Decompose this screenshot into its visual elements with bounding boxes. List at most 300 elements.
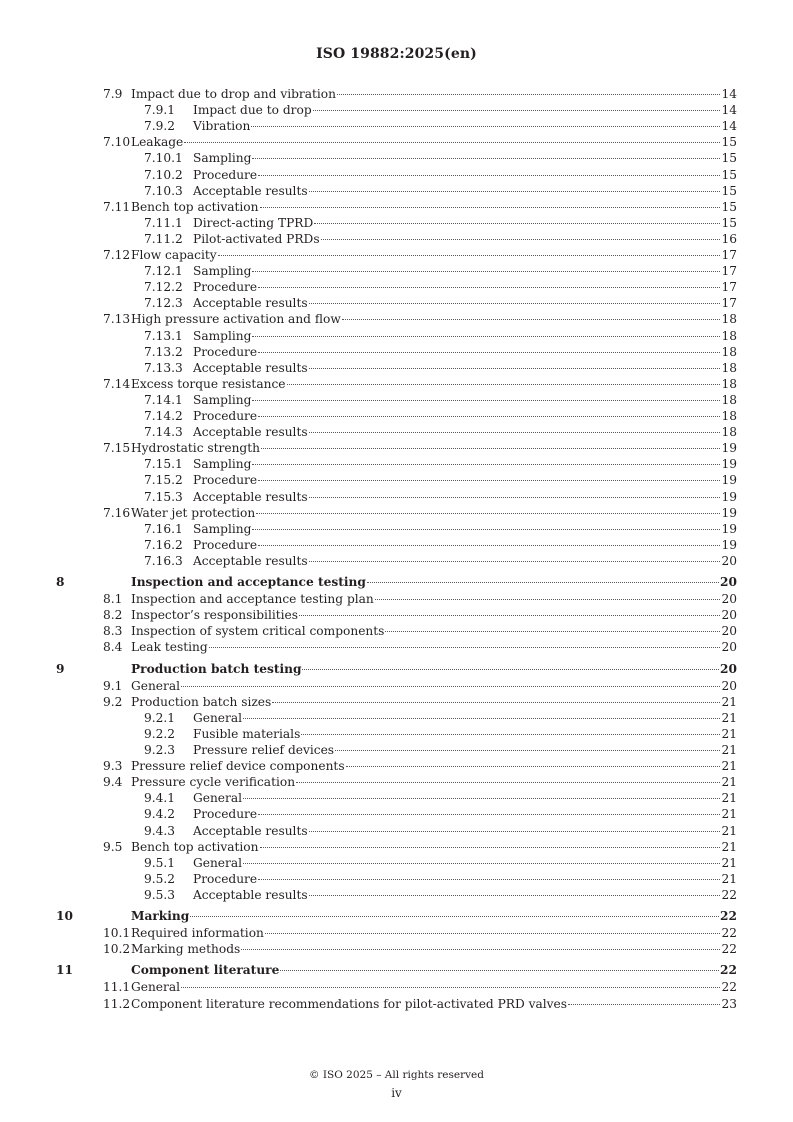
toc-entry-title[interactable]: General [193,855,242,870]
toc-entry-title[interactable]: Pressure cycle verification [131,775,296,790]
toc-entry-page[interactable]: 22 [720,909,737,923]
toc-entry-page[interactable]: 21 [721,807,737,822]
toc-subclause-entry[interactable] [0,440,793,456]
toc-entry-page[interactable]: 20 [721,608,737,623]
toc-subclause-entry[interactable] [0,376,793,392]
toc-subsubclause-entry[interactable] [0,392,793,408]
toc-entry-page[interactable]: 19 [721,521,737,536]
toc-entry-page[interactable]: 22 [720,963,737,978]
toc-entry-line [131,574,737,590]
toc-entry-line [193,231,737,247]
toc-entry-page[interactable]: 19 [721,537,737,552]
dot-leader [190,916,719,917]
toc-entry-page[interactable]: 21 [721,775,737,790]
toc-entry-page[interactable]: 15 [721,135,737,150]
toc-entry-number: 7.16 [103,505,131,520]
toc-entry-title[interactable]: Acceptable results [193,489,308,504]
toc-entry-number: 7.10 [103,135,131,150]
toc-entry-page[interactable]: 18 [721,328,737,343]
document-header: ISO 19882:2025(en) [316,46,477,62]
toc-entry-number: 9.5.3 [144,887,176,902]
toc-entry-title[interactable]: General [131,980,180,995]
toc-entry-number: 7.16.1 [144,521,183,536]
toc-subclause-entry[interactable] [0,979,793,995]
dot-leader [243,718,720,719]
toc-subsubclause-entry[interactable] [0,424,793,440]
toc-entry-title[interactable]: Production batch testing [131,661,302,676]
toc-entry-line [131,623,737,639]
toc-subclause-entry[interactable] [0,134,793,150]
toc-subsubclause-entry[interactable] [0,150,793,166]
toc-entry-title[interactable]: Pressure relief device components [131,759,345,774]
dot-leader [258,814,720,815]
toc-entry-page[interactable]: 21 [721,694,737,709]
toc-subsubclause-entry[interactable] [0,553,793,569]
toc-entry-number: 9.2.1 [144,710,176,725]
toc-subsubclause-entry[interactable] [0,489,793,505]
dot-leader [243,798,720,799]
toc-subsubclause-entry[interactable] [0,118,793,134]
dot-leader [184,142,720,143]
toc-entry-number: 9 [56,661,65,676]
toc-entry-page[interactable]: 21 [721,743,737,757]
toc-subclause-entry[interactable] [0,758,793,774]
toc-entry-page[interactable]: 15 [721,215,737,230]
toc-entry-page[interactable]: 18 [721,376,737,391]
toc-entry-number: 8.1 [103,592,123,607]
toc-entry-line [131,996,737,1012]
toc-entry-title[interactable]: Procedure [193,871,258,886]
toc-entry-title[interactable]: Procedure [193,167,258,182]
toc-entry-number: 7.11.1 [144,215,183,230]
toc-subsubclause-entry[interactable] [0,871,793,887]
toc-subsubclause-entry[interactable] [0,295,793,311]
toc-entry-number: 7.13.2 [144,344,183,359]
toc-subclause-entry[interactable] [0,678,793,694]
toc-entry-number: 7.12.3 [144,296,183,311]
toc-entry-number: 7.10.1 [144,151,183,166]
toc-entry-number: 9.1 [103,678,123,693]
toc-entry-title[interactable]: Sampling [193,328,252,343]
toc-subsubclause-entry[interactable] [0,742,793,758]
toc-entry-title[interactable]: Procedure [193,537,258,552]
toc-clause-entry[interactable] [0,962,793,978]
toc-entry-line [131,839,737,855]
toc-entry-title[interactable]: General [193,710,242,725]
toc-entry-title[interactable]: Acceptable results [193,553,308,568]
toc-clause-entry[interactable] [0,908,793,924]
toc-entry-page[interactable]: 20 [721,592,737,607]
toc-entry-number: 9.4 [103,775,123,790]
toc-subsubclause-entry[interactable] [0,215,793,231]
toc-subclause-entry[interactable] [0,247,793,263]
toc-entry-title[interactable]: Inspection of system critical components [131,624,385,639]
toc-entry-page[interactable]: 18 [721,392,737,407]
toc-entry-line [131,979,737,995]
toc-entry-page[interactable]: 18 [721,312,737,327]
toc-entry-line [193,489,737,505]
toc-entry-title[interactable]: Vibration [193,119,251,134]
toc-entry-number: 9.4.2 [144,807,176,822]
toc-subsubclause-entry[interactable] [0,167,793,183]
toc-entry-line [193,279,737,295]
toc-entry-line [193,424,737,440]
toc-entry-page[interactable]: 22 [721,887,737,902]
toc-entry-title[interactable]: Water jet protection [131,505,256,520]
dot-leader [260,207,721,208]
toc-entry-title[interactable]: High pressure activation and flow [131,312,341,327]
toc-subclause-entry[interactable] [0,941,793,957]
toc-entry-line [193,887,737,903]
toc-entry-line [193,537,737,553]
toc-entry-title[interactable]: Leakage [131,135,184,150]
dot-leader [252,464,720,465]
toc-entry-page[interactable]: 19 [721,441,737,456]
toc-entry-page[interactable]: 14 [721,119,737,134]
toc-entry-title[interactable]: Acceptable results [193,360,308,375]
toc-subsubclause-entry[interactable] [0,823,793,839]
toc-entry-title[interactable]: Required information [131,926,264,941]
toc-entry-page[interactable]: 21 [721,726,737,741]
toc-entry-page[interactable]: 19 [721,457,737,472]
toc-subsubclause-entry[interactable] [0,102,793,118]
toc-entry-page[interactable]: 21 [721,710,737,725]
dot-leader [313,110,721,111]
toc-subclause-entry[interactable] [0,311,793,327]
toc-entry-line [193,102,737,118]
toc-entry-line [193,806,737,822]
toc-entry-number: 7.15.1 [144,457,183,472]
toc-entry-page[interactable]: 19 [721,489,737,504]
toc-entry-number: 8.3 [103,624,123,639]
toc-entry-page[interactable]: 23 [721,996,737,1011]
toc-entry-line [193,742,737,758]
toc-subsubclause-entry[interactable] [0,726,793,742]
dot-leader [301,734,720,735]
toc-subsubclause-entry[interactable] [0,887,793,903]
toc-subsubclause-entry[interactable] [0,328,793,344]
dot-leader [265,933,721,934]
toc-entry-number: 9.2.3 [144,743,176,757]
toc-entry-number: 7.10.3 [144,183,183,198]
toc-entry-line [193,328,737,344]
toc-entry-page[interactable]: 18 [721,344,737,359]
toc-entry-title[interactable]: Impact due to drop [193,103,312,118]
toc-entry-page[interactable]: 15 [721,183,737,198]
toc-entry-number: 7.16.3 [144,553,183,568]
toc-entry-title[interactable]: Acceptable results [193,183,308,198]
dot-leader [342,319,721,320]
toc-clause-entry[interactable] [0,661,793,677]
dot-leader [309,561,721,562]
toc-subsubclause-entry[interactable] [0,231,793,247]
toc-subsubclause-entry[interactable] [0,360,793,376]
toc-entry-title[interactable]: Bench top activation [131,199,259,214]
toc-entry-page[interactable]: 21 [721,823,737,838]
toc-entry-title[interactable]: Acceptable results [193,296,308,311]
toc-entry-number: 7.14 [103,376,131,391]
toc-entry-line [131,86,737,102]
toc-subclause-entry[interactable] [0,839,793,855]
toc-entry-number: 7.11 [103,199,131,214]
toc-entry-title[interactable]: Impact due to drop and vibration [131,87,336,101]
toc-subsubclause-entry[interactable] [0,408,793,424]
toc-entry-page[interactable]: 22 [721,942,737,957]
dot-leader [346,766,721,767]
toc-entry-number: 8.4 [103,640,123,655]
toc-entry-line [131,661,737,677]
toc-subsubclause-entry[interactable] [0,710,793,726]
toc-entry-line [131,925,737,941]
toc-entry-page[interactable]: 20 [720,661,737,676]
toc-entry-page[interactable]: 17 [721,264,737,279]
toc-entry-title[interactable]: Inspection and acceptance testing plan [131,592,374,607]
toc-entry-title[interactable]: Excess torque resistance [131,376,286,391]
dot-leader [258,175,720,176]
toc-subsubclause-entry[interactable] [0,521,793,537]
dot-leader [296,782,720,783]
dot-leader [260,847,721,848]
toc-entry-line [193,472,737,488]
toc-subsubclause-entry[interactable] [0,537,793,553]
toc-subclause-entry[interactable] [0,591,793,607]
toc-entry-title[interactable]: Procedure [193,807,258,822]
toc-entry-number: 7.12 [103,248,131,262]
dot-leader [321,239,721,240]
toc-entry-title[interactable]: Procedure [193,344,258,359]
toc-entry-page[interactable]: 17 [721,296,737,311]
dot-leader [243,863,720,864]
dot-leader [258,287,720,288]
toc-entry-number: 9.2 [103,694,123,709]
toc-subsubclause-entry[interactable] [0,472,793,488]
toc-entry-page[interactable]: 22 [721,980,737,995]
toc-entry-line [193,215,737,231]
copyright-notice: © ISO 2025 – All rights reserved [309,1069,484,1081]
toc-entry-number: 10.1 [103,926,131,941]
toc-entry-page[interactable]: 15 [721,151,737,166]
toc-entry-line [193,855,737,871]
toc-subclause-entry[interactable] [0,86,793,102]
toc-entry-title[interactable]: Acceptable results [193,823,308,838]
toc-subsubclause-entry[interactable] [0,344,793,360]
dot-leader [309,432,721,433]
toc-subclause-entry[interactable] [0,639,793,655]
toc-entry-line [131,758,737,774]
toc-subclause-entry[interactable] [0,996,793,1012]
toc-subsubclause-entry[interactable] [0,855,793,871]
dot-leader [314,223,720,224]
toc-entry-page[interactable]: 21 [721,759,737,774]
toc-subclause-entry[interactable] [0,694,793,710]
toc-entry-number: 7.10.2 [144,167,183,182]
toc-entry-title[interactable]: Acceptable results [193,887,308,902]
toc-subsubclause-entry[interactable] [0,456,793,472]
toc-entry-line [193,823,737,839]
toc-entry-title[interactable]: Sampling [193,457,252,472]
toc-entry-line [131,505,737,521]
toc-entry-page[interactable]: 21 [721,871,737,886]
toc-entry-number: 7.9 [103,87,123,101]
toc-entry-title[interactable]: Bench top activation [131,839,259,854]
toc-subclause-entry[interactable] [0,774,793,790]
toc-entry-line [131,134,737,150]
toc-entry-line [193,360,737,376]
toc-entry-title[interactable]: Direct-acting TPRD [193,215,314,230]
toc-entry-title[interactable]: Sampling [193,264,252,279]
toc-entry-number: 9.5 [103,839,123,854]
toc-entry-title[interactable]: Marking [131,909,190,923]
toc-entry-title[interactable]: Procedure [193,473,258,488]
toc-entry-line [131,962,737,978]
toc-entry-number: 7.12.2 [144,280,183,295]
toc-entry-line [131,774,737,790]
toc-entry-title[interactable]: General [193,791,242,806]
toc-entry-title[interactable]: Procedure [193,409,258,423]
toc-entry-page[interactable]: 19 [721,473,737,488]
dot-leader [367,582,719,583]
dot-leader [256,513,720,514]
toc-entry-number: 9.5.2 [144,871,176,886]
toc-subclause-entry[interactable] [0,199,793,215]
dot-leader [309,497,721,498]
toc-entry-page[interactable]: 15 [721,199,737,214]
dot-leader [181,987,720,988]
toc-entry-page[interactable]: 17 [721,280,737,295]
toc-entry-number: 7.13.1 [144,328,183,343]
toc-entry-page[interactable]: 20 [721,678,737,693]
toc-entry-title[interactable]: Inspection and acceptance testing [131,575,366,589]
toc-entry-page[interactable]: 18 [721,409,737,423]
toc-entry-line [131,440,737,456]
toc-entry-title[interactable]: Fusible materials [193,726,301,741]
dot-leader [261,448,721,449]
toc-entry-number: 9.4.3 [144,823,176,838]
toc-subclause-entry[interactable] [0,623,793,639]
toc-entry-page[interactable]: 20 [720,575,737,589]
toc-entry-page[interactable]: 21 [721,855,737,870]
toc-entry-title[interactable]: Marking methods [131,942,241,957]
toc-entry-page[interactable]: 15 [721,167,737,182]
dot-leader [309,303,721,304]
dot-leader [309,191,721,192]
toc-entry-line [193,263,737,279]
toc-entry-page[interactable]: 19 [721,505,737,520]
toc-entry-line [193,392,737,408]
dot-leader [337,94,721,95]
toc-entry-number: 7.13.3 [144,360,183,375]
toc-entry-page[interactable]: 16 [721,231,737,246]
toc-entry-number: 8 [56,575,65,589]
toc-entry-title[interactable]: Hydrostatic strength [131,441,260,456]
toc-entry-number: 10.2 [103,942,131,957]
toc-entry-page[interactable]: 18 [721,425,737,440]
dot-leader [272,702,720,703]
dot-leader [241,949,720,950]
toc-entry-title[interactable]: Sampling [193,151,252,166]
toc-entry-title[interactable]: Flow capacity [131,248,217,262]
toc-entry-line [193,408,737,424]
toc-entry-title[interactable]: Inspector’s responsibilities [131,608,299,623]
dot-leader [299,615,720,616]
dot-leader [385,631,720,632]
toc-entry-title[interactable]: General [131,678,180,693]
toc-subsubclause-entry[interactable] [0,263,793,279]
toc-entry-page[interactable]: 20 [721,640,737,655]
page-number: iv [391,1086,402,1100]
toc-entry-number: 9.2.2 [144,726,176,741]
toc-subclause-entry[interactable] [0,607,793,623]
toc-entry-page[interactable]: 14 [721,103,737,118]
toc-entry-line [193,553,737,569]
toc-entry-title[interactable]: Sampling [193,521,252,536]
toc-subsubclause-entry[interactable] [0,790,793,806]
toc-entry-title[interactable]: Procedure [193,280,258,295]
toc-entry-title[interactable]: Pilot-activated PRDs [193,231,320,246]
toc-entry-page[interactable]: 20 [721,624,737,639]
toc-entry-title[interactable]: Component literature recommendations for pilot-activated PRD valves [131,996,568,1011]
toc-entry-line [131,247,737,263]
toc-entry-page[interactable]: 20 [721,553,737,568]
toc-subsubclause-entry[interactable] [0,279,793,295]
toc-entry-page[interactable]: 21 [721,839,737,854]
toc-entry-number: 7.15.2 [144,473,183,488]
toc-entry-number: 10 [56,909,73,923]
dot-leader [258,352,720,353]
dot-leader [181,686,720,687]
toc-entry-line [193,726,737,742]
toc-subclause-entry[interactable] [0,505,793,521]
toc-entry-line [131,199,737,215]
toc-entry-line [131,694,737,710]
toc-entry-title[interactable]: Pressure relief devices [193,743,335,757]
toc-entry-number: 7.16.2 [144,537,183,552]
dot-leader [252,529,720,530]
toc-entry-line [193,118,737,134]
toc-entry-number: 9.5.1 [144,855,176,870]
toc-entry-page[interactable]: 14 [721,87,737,101]
dot-leader [375,599,721,600]
dot-leader [309,895,721,896]
toc-entry-page[interactable]: 22 [721,926,737,941]
toc-entry-title[interactable]: Acceptable results [193,425,308,440]
dot-leader [568,1004,720,1005]
toc-entry-page[interactable]: 17 [721,248,737,262]
toc-subclause-entry[interactable] [0,925,793,941]
toc-entry-page[interactable]: 21 [721,791,737,806]
toc-entry-title[interactable]: Production batch sizes [131,694,272,709]
page-footer [0,1066,793,1102]
toc-entry-line [193,344,737,360]
toc-entry-title[interactable]: Component literature [131,963,280,978]
toc-entry-line [193,710,737,726]
toc-entry-number: 7.12.1 [144,264,183,279]
dot-leader [252,271,720,272]
toc-entry-page[interactable]: 18 [721,360,737,375]
toc-subsubclause-entry[interactable] [0,183,793,199]
toc-entry-line [193,456,737,472]
toc-clause-entry[interactable] [0,574,793,590]
toc-entry-title[interactable]: Sampling [193,392,252,407]
toc-entry-line [193,183,737,199]
dot-leader [252,158,720,159]
toc-entry-line [131,311,737,327]
toc-entry-number: 7.11.2 [144,231,183,246]
dot-leader [258,545,720,546]
toc-subsubclause-entry[interactable] [0,806,793,822]
toc-entry-number: 7.14.3 [144,425,183,440]
toc-entry-title[interactable]: Leak testing [131,640,208,655]
